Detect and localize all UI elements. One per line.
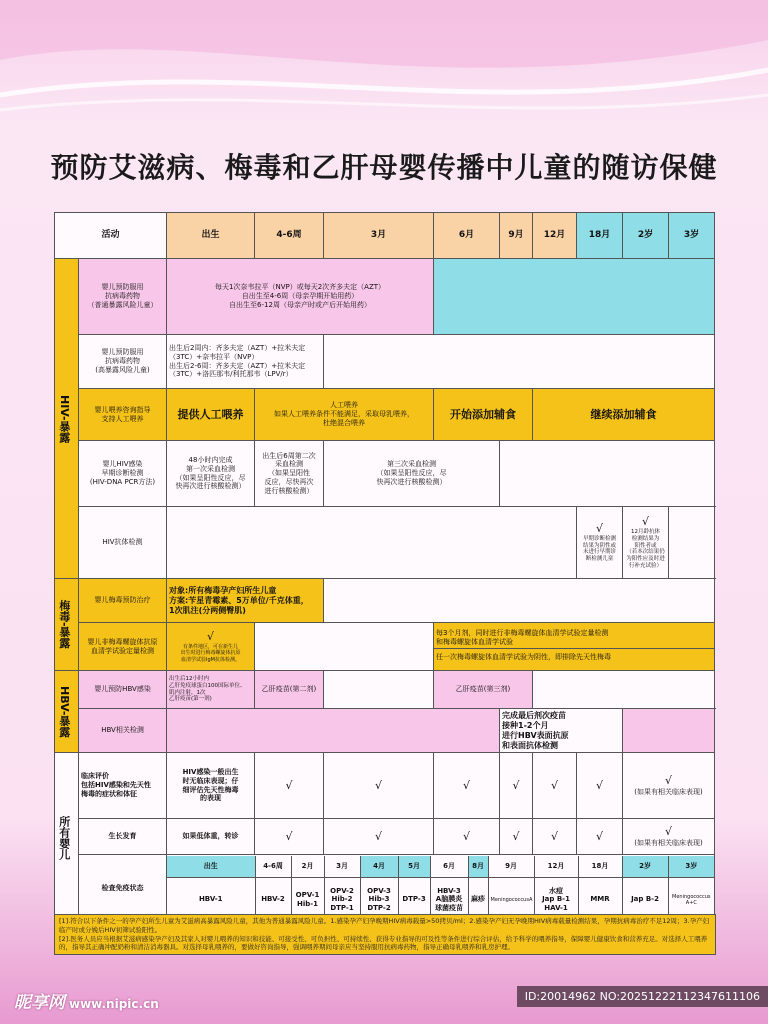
watermark-logo [14, 988, 159, 1013]
header-col-18m: 18月 [577, 213, 623, 259]
vacc-head-3: 3月 [324, 856, 360, 878]
all-growth-4-6w: √ [255, 819, 324, 855]
all-clinical-9m: √ [500, 753, 533, 819]
all-growth-18m: √ [577, 819, 623, 855]
all-immun-label: 检查免疫状态 [79, 855, 167, 923]
all-clinical-18m: √ [577, 753, 623, 819]
all-clinical-late-text: (如果有相关临床表现) [634, 788, 703, 796]
hiv-antibody-empty-2 [669, 507, 715, 579]
hiv-feeding-provide: 提供人工喂养 [167, 389, 255, 441]
hiv-antibody-empty [167, 507, 577, 579]
hbv-prevent-birth: 出生后12小时内 乙肝免疫球蛋白100国际单位、 肌内注射，1次 乙肝疫苗(第一剂) [167, 671, 255, 709]
hiv-antibody-12m [577, 507, 623, 579]
hiv-antibody-12m-text: 早期诊断检测 结果为阴性或 未进行早期诊 断检测儿童 [583, 535, 617, 563]
all-growth-birth: 如果低体重，转诊 [167, 819, 255, 855]
all-growth-late [623, 819, 715, 855]
hiv-antibody-label: HIV抗体检测 [79, 507, 167, 579]
vacc-2: OPV-1 Hib-1 [291, 878, 324, 922]
all-clinical-late [623, 753, 715, 819]
hiv-pcr-6w: 出生后6周第二次 采血检测 （如果呈阳性 反应，尽快再次 进行核酸检测） [255, 441, 324, 507]
hbv-test-text: 完成最后剂次疫苗 接种1-2个月 进行HBV表面抗原 和表面抗体检测 [500, 709, 623, 753]
hbv-prevent-label: 婴儿预防HBV感染 [79, 671, 167, 709]
check-mark: √ [665, 825, 673, 839]
all-clinical-4-6w: √ [255, 753, 324, 819]
syph-treat-label: 婴儿梅毒预防治疗 [79, 579, 167, 623]
syph-test-3m: 每3个月剂，同时进行非梅毒螺旋体血清学试验定量检测 和梅毒螺旋体血清学试验 [434, 627, 714, 650]
vacc-6: HBV-3 A脑膜炎 球菌疫苗 [430, 878, 468, 922]
check-mark: √ [207, 630, 215, 644]
check-mark: √ [596, 521, 604, 535]
all-clinical-6m: √ [434, 753, 500, 819]
hiv-arv-normal-text: 每天1次奈韦拉平（NVP）或每天2次齐多夫定（AZT） 自出生至4-6周（母亲孕期开始用药） 自出生至6-12周（母亲产时或产后开始用药） [167, 259, 434, 335]
hbv-prevent-6m: 乙肝疫苗(第三剂) [434, 671, 533, 709]
hiv-pcr-birth: 48小时内完成 第一次采血检测 （如果呈阳性反应，尽 快再次进行核酸检测） [167, 441, 255, 507]
section-syphilis-label: 梅毒-暴露 [57, 600, 71, 649]
followup-table [54, 212, 715, 923]
vacc-head-2: 2月 [291, 856, 324, 878]
vacc-head-10: 18月 [578, 856, 622, 878]
hiv-pcr-3m: 第三次采血检测 （如果呈阳性反应，尽 快再次进行核酸检测） [324, 441, 500, 507]
all-clinical-3m: √ [324, 753, 434, 819]
header-col-3y: 3岁 [669, 213, 715, 259]
hbv-test-empty-2 [623, 709, 715, 753]
hiv-arv-normal-empty [434, 259, 715, 335]
section-hiv-label: HIV-暴露 [57, 394, 71, 443]
all-growth-6m: √ [434, 819, 500, 855]
header-col-3m: 3月 [324, 213, 434, 259]
hiv-arv-high-empty [324, 335, 715, 389]
hiv-arv-normal-label: 婴儿预防服用 抗病毒药物 （普通暴露风险儿童） [79, 259, 167, 335]
vacc-head-4: 4月 [360, 856, 398, 878]
vacc-head-5: 5月 [398, 856, 430, 878]
vacc-head-11: 2岁 [622, 856, 668, 878]
hiv-feeding-start: 开始添加辅食 [434, 389, 533, 441]
header-activity: 活动 [55, 213, 167, 259]
hiv-arv-high-label: 婴儿预防服用 抗病毒药物 (高暴露风险儿童) [79, 335, 167, 389]
section-hbv-label: HBV-暴露 [57, 685, 71, 738]
all-clinical-12m: √ [533, 753, 577, 819]
vacc-head-7: 8月 [468, 856, 488, 878]
header-col-4-6w: 4-6周 [255, 213, 324, 259]
header-col-12m: 12月 [533, 213, 577, 259]
vacc-9: 水痘 Jap B-1 HAV-1 [534, 878, 578, 922]
vacc-5: DTP-3 [398, 878, 430, 922]
hiv-feeding-continue: 继续添加辅食 [533, 389, 715, 441]
syph-treat-text: 对象:所有梅毒孕产妇所生儿童 方案:苄星青霉素、5万单位/千克体重， 1次肌注(分两侧臀肌) [167, 579, 324, 623]
hiv-pcr-empty [500, 441, 715, 507]
all-clinical-birth: HIV感染一般出生 时无临床表现；仔 细评估先天性梅毒 的表现 [167, 753, 255, 819]
syph-test-empty [255, 623, 434, 671]
vacc-8: MeningococcusA [488, 878, 534, 922]
syph-test-later: 任一次梅毒螺旋体血清学试验为阴性，即排除先天性梅毒 [436, 653, 612, 662]
vaccine-grid [167, 856, 714, 922]
all-growth-label: 生长发育 [79, 819, 167, 855]
section-all-label: 所有婴儿 [57, 815, 71, 860]
syph-test-birth-text: 有条件地区，可在新生儿 出生时进行梅毒螺旋体抗原 血清学试验IgM抗体检测。 [180, 644, 241, 663]
vacc-4: OPV-3 Hib-3 DTP-2 [360, 878, 398, 922]
vacc-head-8: 9月 [488, 856, 534, 878]
vacc-10: MMR [578, 878, 622, 922]
hiv-arv-high-text: 出生后2周内：齐多夫定（AZT）+拉米夫定 （3TC）+奈韦拉平（NVP） 出生后2-6周：齐多夫定（AZT）+拉米夫定 （3TC）+洛匹那韦/利托那韦（LPV/r） [167, 335, 324, 389]
hiv-antibody-18m-text: 12月龄抗体 检测结果为 阳性者或 （若本次结果仍 为阳性应及时进 行补充试验） [626, 528, 665, 570]
header-col-birth: 出生 [167, 213, 255, 259]
hbv-test-empty [167, 709, 500, 753]
all-clinical-label: 临床评价 包括HIV感染和先天性 梅毒的症状和体征 [79, 753, 167, 819]
vacc-head-6: 6月 [430, 856, 468, 878]
check-mark: √ [642, 515, 650, 528]
footnotes [54, 914, 716, 955]
section-hbv [55, 671, 79, 753]
syph-treat-empty [324, 579, 715, 623]
hbv-prevent-4-6w: 乙肝疫苗(第二剂) [255, 671, 324, 709]
background-wave [0, 0, 768, 130]
hiv-pcr-label: 婴儿HIV感染 早期诊断检测 (HIV-DNA PCR方法) [79, 441, 167, 507]
hbv-prevent-empty-2 [533, 671, 715, 709]
vacc-1: HBV-2 [255, 878, 291, 922]
vacc-12: Meningococcus A+C [668, 878, 714, 922]
hiv-feeding-label: 婴儿喂养咨询指导 支持人工喂养 [79, 389, 167, 441]
header-col-9m: 9月 [500, 213, 533, 259]
section-all [55, 753, 79, 923]
vacc-11: Jap B-2 [622, 878, 668, 922]
vacc-head-9: 12月 [534, 856, 578, 878]
vacc-head-1: 4-6周 [255, 856, 291, 878]
hbv-prevent-empty [324, 671, 434, 709]
syph-test-birth [167, 623, 255, 671]
hiv-antibody-18m [623, 507, 669, 579]
vacc-head-0: 出生 [167, 856, 255, 878]
watermark-brand: 昵享网 [14, 993, 65, 1013]
header-col-2y: 2岁 [623, 213, 669, 259]
vacc-3: OPV-2 Hib-2 DTP-1 [324, 878, 360, 922]
all-growth-12m: √ [533, 819, 577, 855]
vacc-7: 麻疹 [468, 878, 488, 922]
all-growth-9m: √ [500, 819, 533, 855]
page-title: 预防艾滋病、梅毒和乙肝母婴传播中儿童的随访保健 [50, 151, 718, 184]
all-growth-3m: √ [324, 819, 434, 855]
check-mark: √ [665, 774, 673, 788]
watermark-id: ID:20014962 NO:20251222112347611106 [517, 986, 768, 1007]
section-hiv [55, 259, 79, 579]
footnote-2: [2].医务人员应当根据艾滋病感染孕产妇及其家人对婴儿喂养的知识和技能、可接受性、可负担性、可持续性、获得专业指导的可及性等条件进行综合评估，给予科学的喂养指导，保障婴儿健康饮食和营养充足。对选择人工喂养的，指导其正确冲配奶粉和清洁消毒器具。对选择母乳喂养的，要做好咨询指导，强调喂养期间母亲应当坚持服用抗病毒药物，指导正确母乳喂养和乳房护理。 [59, 934, 708, 952]
vacc-head-12: 3岁 [668, 856, 714, 878]
syph-test-label: 婴儿非梅毒螺旋体抗原 血清学试验定量检测 [79, 623, 167, 671]
header-col-6m: 6月 [434, 213, 500, 259]
watermark-url: www.nipic.cn [69, 997, 159, 1011]
section-syphilis [55, 579, 79, 671]
hbv-test-label: HBV相关检测 [79, 709, 167, 753]
hiv-feeding-formula: 人工喂养 如果人工喂养条件不能满足，采取母乳喂养， 杜绝混合喂养 [255, 389, 434, 441]
all-growth-late-text: (如果有相关临床表现) [634, 839, 703, 847]
footnote-1: [1].符合以下条件之一的孕产妇所生儿童为艾滋病高暴露风险儿童，其他为普通暴露风险儿童。1.感染孕产妇孕晚期HIV病毒载量>50拷贝/ml；2.感染孕产妇无孕晚期HIV病毒载量检测结果，孕期抗病毒治疗不足12周；3.孕产妇临产时或分娩后HIV初筛试验阳性。 [59, 917, 710, 934]
vacc-0: HBV-1 [167, 878, 255, 922]
